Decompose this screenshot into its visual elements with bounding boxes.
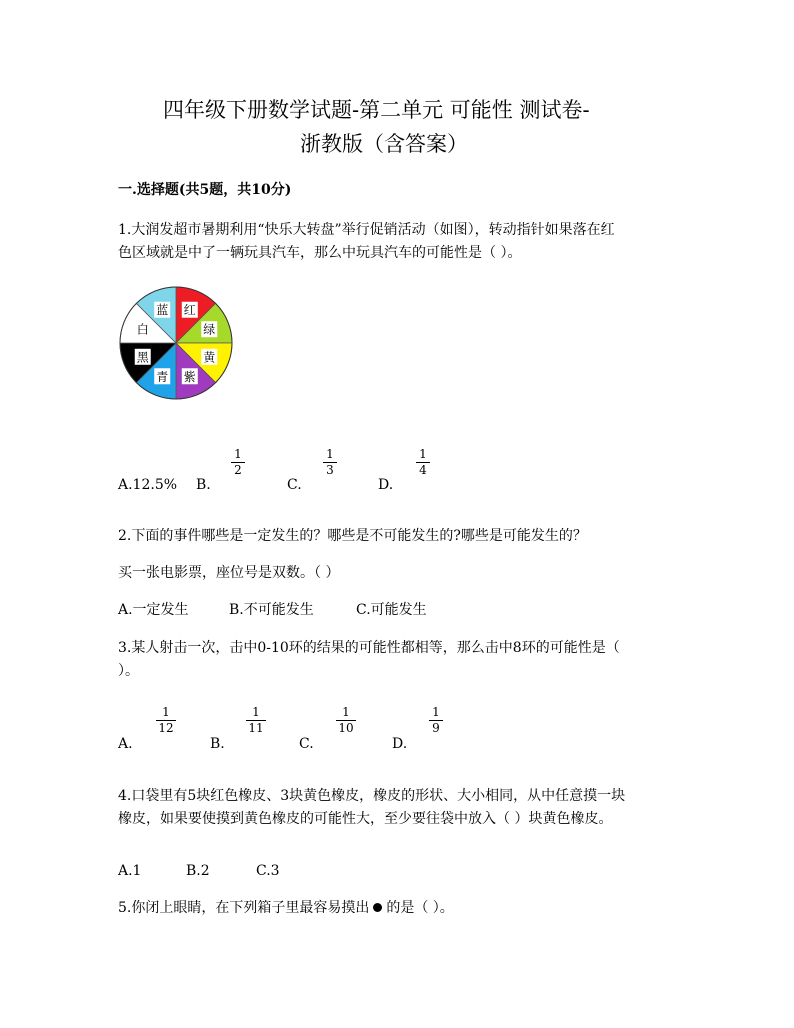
q3-option-d: D. xyxy=(392,736,408,752)
fraction-denominator: 11 xyxy=(248,721,264,735)
wheel-sector-label: 蓝 xyxy=(156,303,169,318)
question-5-text-after: 的是（ ）。 xyxy=(386,900,454,916)
page-title-line-2: 浙教版（含答案） xyxy=(300,132,468,156)
question-2-line-2: 买一张电影票，座位号是双数。（ ） xyxy=(118,565,340,581)
q1-option-d-fraction xyxy=(414,448,432,477)
fraction-numerator: 1 xyxy=(419,447,427,461)
q3-option-c-fraction xyxy=(334,706,358,735)
question-3-line-1: 3.某人射击一次，击中0-10环的结果的可能性都相等，那么击中8环的可能性是（ xyxy=(118,640,620,656)
q2-option-c: C.可能发生 xyxy=(356,602,427,618)
q4-option-c: C.3 xyxy=(256,863,280,879)
question-4-line-2: 橡皮，如果要使摸到黄色橡皮的可能性大，至少要往袋中放入（ ）块黄色橡皮。 xyxy=(118,811,613,827)
q4-option-a: A.1 xyxy=(118,863,142,879)
wheel-sector-label: 绿 xyxy=(203,322,216,337)
question-4-line-1: 4.口袋里有5块红色橡皮、3块黄色橡皮，橡皮的形状、大小相同，从中任意摸一块 xyxy=(118,788,626,804)
q4-option-b: B.2 xyxy=(186,863,210,879)
question-2-line-1: 2.下面的事件哪些是一定发生的？哪些是不可能发生的?哪些是可能发生的？ xyxy=(118,528,587,544)
wheel-sector-label: 红 xyxy=(183,303,196,318)
wheel-sector-label: 黄 xyxy=(203,350,216,365)
question-3-line-2: ）。 xyxy=(118,663,139,679)
question-5-text-before: 5.你闭上眼睛，在下列箱子里最容易摸出 xyxy=(118,900,370,916)
fraction-numerator: 1 xyxy=(432,705,440,719)
q1-option-a: A.12.5% xyxy=(118,477,178,493)
fraction-numerator: 1 xyxy=(162,705,170,719)
fraction-numerator: 1 xyxy=(252,705,260,719)
page-title-line-1: 四年级下册数学试题-第二单元 可能性 测试卷- xyxy=(163,98,590,122)
wheel-sector-label: 白 xyxy=(136,322,149,337)
spinner-wheel xyxy=(118,285,234,401)
section-heading: 一.选择题(共5题，共10分) xyxy=(118,182,292,198)
q3-option-a: A. xyxy=(118,736,133,752)
q3-option-b-fraction xyxy=(244,706,268,735)
q3-option-b: B. xyxy=(210,736,225,752)
q3-option-d-fraction xyxy=(427,706,445,735)
fraction-denominator: 9 xyxy=(432,721,440,735)
wheel-sector-label: 紫 xyxy=(183,369,196,384)
wheel-sector-label: 黑 xyxy=(136,350,149,365)
fraction-numerator: 1 xyxy=(342,705,350,719)
q1-option-c-fraction xyxy=(321,448,339,477)
q1-option-d: D. xyxy=(378,477,394,493)
fraction-denominator: 3 xyxy=(326,463,334,477)
question-1-line-1: 1.大润发超市暑期利用“快乐大转盘”举行促销活动（如图），转动指针如果落在红 xyxy=(118,222,615,238)
q3-option-c: C. xyxy=(299,736,314,752)
q1-option-c: C. xyxy=(287,477,302,493)
wheel-sector-label: 青 xyxy=(156,369,169,384)
fraction-denominator: 4 xyxy=(419,463,427,477)
fraction-denominator: 12 xyxy=(158,721,174,735)
black-dot-icon xyxy=(373,903,382,912)
q1-option-b-fraction xyxy=(229,448,247,477)
question-5 xyxy=(118,899,454,917)
q2-option-b: B.不可能发生 xyxy=(229,602,314,618)
fraction-denominator: 2 xyxy=(234,463,242,477)
q2-option-a: A.一定发生 xyxy=(118,602,189,618)
fraction-denominator: 10 xyxy=(338,721,354,735)
fraction-numerator: 1 xyxy=(234,447,242,461)
q1-option-b: B. xyxy=(196,477,211,493)
fraction-numerator: 1 xyxy=(326,447,334,461)
q3-option-a-fraction xyxy=(154,706,178,735)
question-1-line-2: 色区域就是中了一辆玩具汽车，那么中玩具汽车的可能性是（ ）。 xyxy=(118,245,522,261)
